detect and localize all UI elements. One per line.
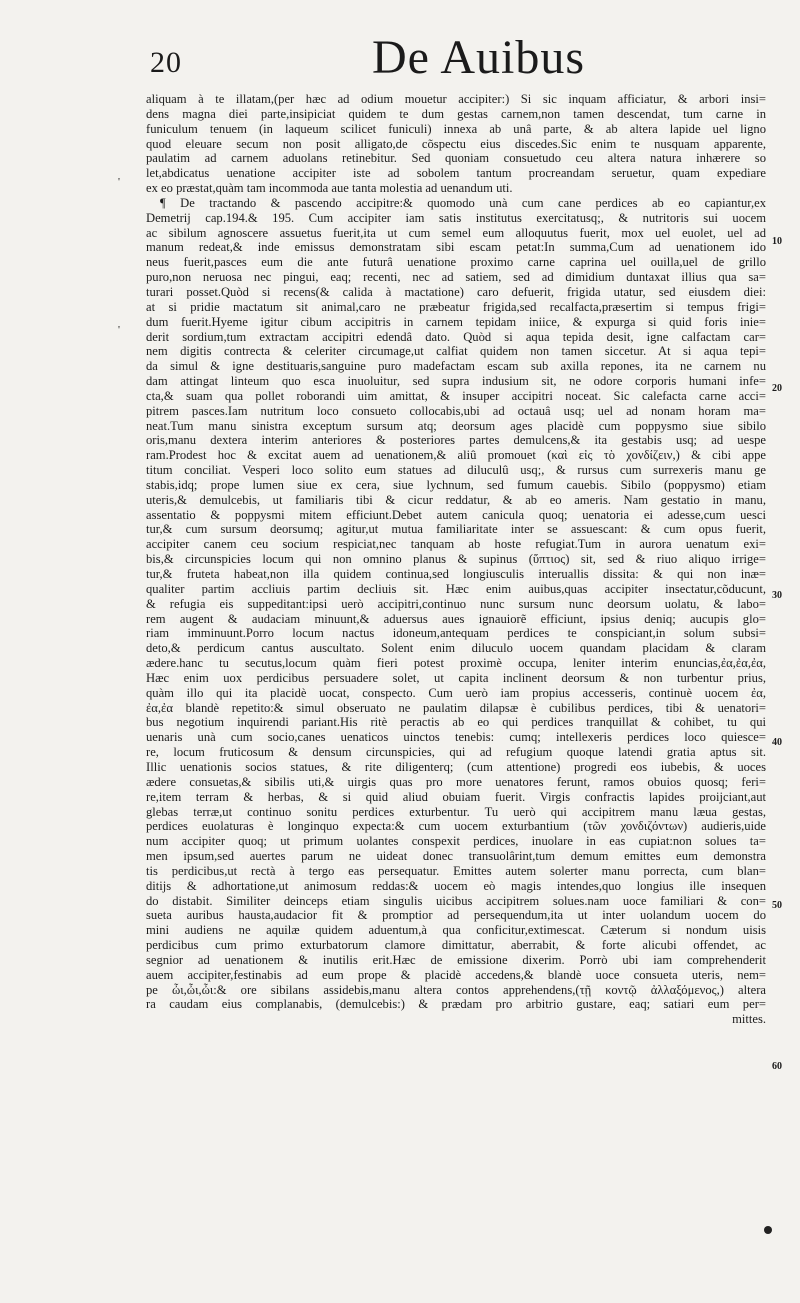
margin-line-number: 30 bbox=[772, 590, 782, 601]
margin-mark: ' bbox=[118, 176, 120, 188]
text-line: riam imminuunt.Porro locum nactus idoneum,antequam perdices te conspiciant,in solum subsi= bbox=[146, 626, 766, 641]
text-line: assentatio & poppysmi mitem efficiunt.Debet autem canicula quoq; uenatoria ei adesse,cum uesci bbox=[146, 507, 766, 522]
margin-line-number: 60 bbox=[772, 1061, 782, 1072]
text-line: pe ὦι,ὦι,ὦι:& ore sibilans assidebis,manu altera contos apprehendens,(τῇ κοντῷ ἀλλαξόμενος,) altera bbox=[146, 982, 766, 997]
text-line: paulatim ad carnem aduolans retinebitur. Sed quoniam consuetudo ceu altera natura inhærere so bbox=[146, 151, 766, 166]
text-line: ra caudam eius complanabis, (demulcebis:) & prædam pro arbitrio gustare, eaq; satiari eum per= bbox=[146, 997, 766, 1012]
text-line: ram.Prodest hoc & excitat auem ad uenationem,& aliû promouet (καὶ εἰς τὸ χονδίζειν,) & cibi appe bbox=[146, 448, 766, 463]
text-line: ædere consuetas,& sibilis uti,& uirgis quas pro more uenatores ferunt, ramos obuios quosq; feri= bbox=[146, 774, 766, 789]
text-line: ἐα,ἐα blandè repetito:& simul obseruato ne paulatim dilapsæ è cubilibus perdices, tibi & uenatori= bbox=[146, 700, 766, 715]
margin-line-number: 40 bbox=[772, 737, 782, 748]
text-line: accipiter canem ceu socium respiciat,nec tanquam ab hoste refugiat.Tum in aurora uenatum exi= bbox=[146, 537, 766, 552]
text-line: funiculum tenuem (in laqueum scilicet funiculi) innexa ab unâ parte, & ab altera lapide uel ligno bbox=[146, 121, 766, 136]
text-line: turari posset.Quòd si recens(& calida à mactatione) caro defuerit, frigida utatur, sed eiusdem diei: bbox=[146, 284, 766, 299]
text-line: glebas terræ,ut continuo sonitu perdices exturbentur. Tu uerò qui accipitrem manu læua gestas, bbox=[146, 804, 766, 819]
text-line: ¶ De tractando & pascendo accipitre:& quomodo unà cum cane perdices ab eo capiantur,ex bbox=[160, 195, 766, 210]
text-line: neat.Tum manu sinistra exceptum sursum atq; deorsum ages placidè cum poppysmo siue sibilo bbox=[146, 418, 766, 433]
text-line: cta,& suam qua pollet roborandi uim amittat, & insuper accipitri noceat. Sic calefacta carne acci= bbox=[146, 388, 766, 403]
text-line: manum redeat,& inde emissus demonstratam sibi escam petat:In summa,Cum ad uenationem ido bbox=[146, 240, 766, 255]
text-line: ædere.hanc tu secutus,locum quàm fieri potest proximè occupa, leniter interim enuncias,ἐα,ἐα,ἐα, bbox=[146, 656, 766, 671]
text-line: bis,& circunspicies locum qui non omnino planus & supinus (ὕπτιος) sit, sed & riuo aliquo irrige= bbox=[146, 552, 766, 567]
text-line: uenaris unà cum socio,canes uenaticos uinctos tenebis: cumq; intellexeris perdices loco quiesce= bbox=[146, 730, 766, 745]
text-line: puro,non neruosa nec pingui, eaq; recenti, nec ad satiem, sed ad dimidium duntaxat illius qua sa= bbox=[146, 270, 766, 285]
text-line: perdicibus cum primo exturbatorum clamore dimittatur, aberrabit, & forte alicubi offendet, ac bbox=[146, 938, 766, 953]
text-line: tur,& cum sursum deorsumq; agitur,ut mutua familiaritate inter se assuescant: & cum opus fuerit, bbox=[146, 522, 766, 537]
text-line: dens magna diei parte,insipiciat quidem te dum gestas carnem,non tamen descendat, tum carne in bbox=[146, 106, 766, 121]
text-line: re, locum fruticosum & densum circunspicies, qui ad refugium quoque latendi gratia aptus sit. bbox=[146, 745, 766, 760]
text-line: tis perdicibus,ut rectà à tergo eas persequatur. Emittes autem solerter manu porrecta, cum blan= bbox=[146, 863, 766, 878]
text-line: derit sordium,tum extractam accipitri edendâ dato. Quòd si aqua tepida desit, igne calfactam car= bbox=[146, 329, 766, 344]
ink-dot-ornament bbox=[764, 1226, 772, 1234]
margin-line-number: 10 bbox=[772, 236, 782, 247]
text-line: men ipsum,sed auertes parum ne uideat donec transuolârint,tum demum emittes eum demonstra bbox=[146, 849, 766, 864]
text-line: quàm illo qui ita placidè uocat, conspecto. Cum uerò iam propius accesseris, continuè uocem ἐα, bbox=[146, 685, 766, 700]
text-line: num accipiter quoq; ut primum uolantes conspexit perdices, inuolare in eas cupiat:non solues ta= bbox=[146, 834, 766, 849]
text-line: titum conciliat. Vesperi loco solito eum statues ad diluculû usq;, & rursus cum surrexeris manu ge bbox=[146, 463, 766, 478]
text-line: re,item terram & herbas, & si quid aliud obuiam fuerit. Virgis confractis lapides proijciant,aut bbox=[146, 789, 766, 804]
text-line: ac sibilum agnoscere assuetus fuerit,ita ut cum semel eum alloquutus fuerit, mox uel euolet, uel ad bbox=[146, 225, 766, 240]
page-number: 20 bbox=[150, 46, 182, 79]
text-line: at si pridie mactatum sit animal,caro ne præbeatur frigida,sed recalfacta,præsertim si tempus frigi= bbox=[146, 299, 766, 314]
text-line: sueta auribus hausta,audacior fit & promptior ad persequendum,ita ut inter uolandum uocem do bbox=[146, 908, 766, 923]
margin-mark: ' bbox=[118, 324, 120, 336]
text-line: perdices euolaturas è longinquo expecta:& cum uocem exturbantium (τῶν χονδιζόντων) audieris,uide bbox=[146, 819, 766, 834]
text-line: bus negotium inquirendi pariant.His ritè peractis ab eo qui perdices tranquillat & cohibet, tu qui bbox=[146, 715, 766, 730]
margin-line-number: 20 bbox=[772, 383, 782, 394]
text-line: Demetrij cap.194.& 195. Cum accipiter iam satis institutus exercitatusq;, & nutritoris sui uocem bbox=[146, 210, 766, 225]
text-line: uteris,& demulcebis, ut familiaris tibi & cicur reddatur, & ab eo ameris. Nam gestatio in manu, bbox=[146, 492, 766, 507]
margin-line-number: 50 bbox=[772, 900, 782, 911]
text-line: segnior ad uenationem & inutilis erit.Hæc de emissione dixerim. Porrò ubi iam comprehenderit bbox=[146, 952, 766, 967]
text-line: da simul & igne destituaris,sanguine puro madefactam escam sub axilla repones, ita ne carnem nu bbox=[146, 359, 766, 374]
text-line: mini audiens ne aquilæ quidem aduentum,à qua conficitur,extimescat. Cæterum si nondum uisis bbox=[146, 923, 766, 938]
text-line: quod eleuare secum non posit alligato,de cõspectu eius discedes.Sic enim te nusquam apparente, bbox=[146, 136, 766, 151]
text-line: neus fuerit,pasces eum die ante futurâ uenatione proximo carne caprina uel ouilla,uel de grillo bbox=[146, 255, 766, 270]
text-line: auem accipiter,festinabis ad eum prope & placidè accedens,& blandè uoce consueta uteris, nem= bbox=[146, 967, 766, 982]
running-head: De Auibus bbox=[372, 31, 585, 84]
text-line: ex eo præstat,quàm tam incommoda aue tanta molestia ad uenandum uti. bbox=[146, 181, 513, 196]
text-line: mittes. bbox=[732, 1012, 766, 1027]
text-line: pitrem pasces.Iam nutritum loco consueto collocabis,ubi ad octauâ usq; uel ad nonam horam ma= bbox=[146, 403, 766, 418]
text-line: let,abdicatus uenatione accipiter iste ad sobolem tantum procreandam seruetur, quam expediare bbox=[146, 166, 766, 181]
text-line: deto,& perdicum cantus auscultato. Solent enim diluculo uocem quandam placidam & claram bbox=[146, 641, 766, 656]
text-line: ditijs & adhortatione,ut animosum reddas:& uocem eò magis intendes,quo longius ille insequen bbox=[146, 878, 766, 893]
text-line: nem digitis contrecta & celeriter circumage,ut calfiat quidem non tamen siccetur. At si aqua tepi= bbox=[146, 344, 766, 359]
text-line: rem augent & audaciam minuunt,& aduersus aues ignauiorẽ efficiunt, ipsius deniq; aucupis glo= bbox=[146, 611, 766, 626]
text-line: & refugia eis suppeditant:ipsi uerò accipitri,continuo nunc sursum nunc deorsum uolatu, & labo= bbox=[146, 596, 766, 611]
text-line: dum fuerit.Hyeme igitur cibum accipitris in carnem tepidam iniice, & expurga si quid foris inie= bbox=[146, 314, 766, 329]
text-line: do distabit. Similiter deinceps etiam singulis uicibus accipitrem solues.nam uoce familiari & con= bbox=[146, 893, 766, 908]
text-line: stabis,idq; prope lumen siue ex cera, siue lychnum, sed fumum cauebis. Sibilo (poppysmo) etiam bbox=[146, 477, 766, 492]
body-text bbox=[146, 92, 766, 1027]
text-line: Illic uenationis socios statues, & rite diligenterq; (cum attentione) progredi eos iubebis, & uoces bbox=[146, 759, 766, 774]
text-line: dam attingat linteum quo esca inuoluitur, sed supra indusium sit, ne odore corporis humani infe= bbox=[146, 374, 766, 389]
text-line: oris,manu dextera interim anteriores & posteriores partes demulcens,& ita gestabis usq; ad uespe bbox=[146, 433, 766, 448]
text-line: Hæc enim uox perdicibus persuadere solet, ut capita inclinent deorsum & non turbentur prius, bbox=[146, 670, 766, 685]
text-line: tur,& fruteta habeat,non illa quidem continua,sed longiusculis interuallis dissita: & qui non inæ= bbox=[146, 567, 766, 581]
text-line: qualiter partim accliuis partim decliuis sit. Hæc enim auibus,quas accipiter insectatur,cõducunt, bbox=[146, 581, 766, 596]
text-line: aliquam à te illatam,(per hæc ad odium mouetur accipiter:) Si sic inquam afficiatur, & arbori insi= bbox=[146, 92, 766, 106]
